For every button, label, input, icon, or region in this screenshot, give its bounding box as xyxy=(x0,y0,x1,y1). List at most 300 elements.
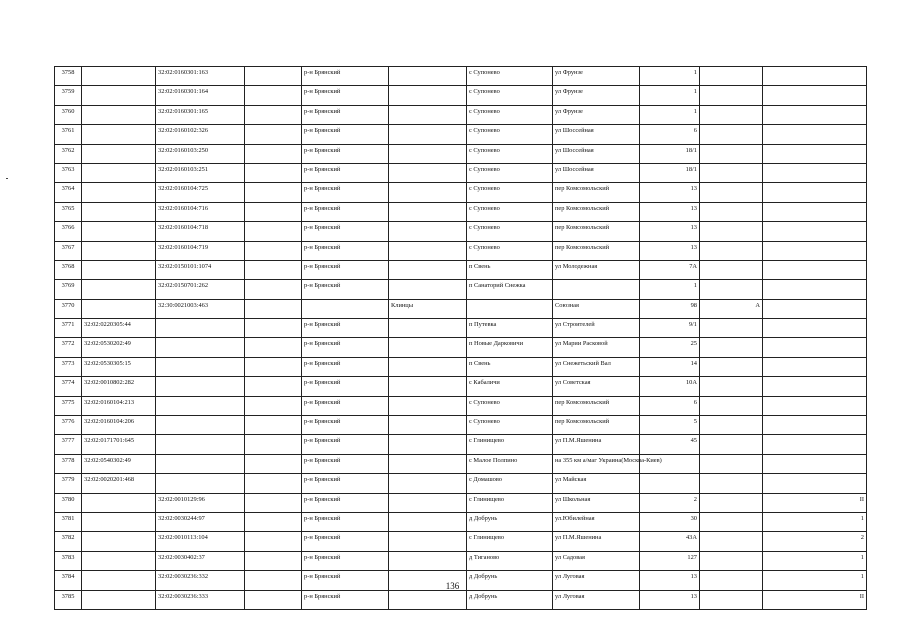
cell-house-number: 43А xyxy=(640,532,700,551)
cell-city xyxy=(389,202,467,221)
cell-settlement: с Кабаличи xyxy=(467,377,553,396)
cell-house-number: 18/1 xyxy=(640,144,700,163)
cell-street: пер Комсомольский xyxy=(553,416,640,435)
cell-letter xyxy=(700,377,763,396)
cell-cadastral-number-b xyxy=(156,357,245,376)
cell-settlement: с Супонево xyxy=(467,183,553,202)
cell-district: р-н Брянский xyxy=(302,590,389,609)
cell-blank-col xyxy=(245,319,302,338)
cell-cadastral-number-a xyxy=(82,241,156,260)
cell-blank-col xyxy=(245,435,302,454)
cell-city xyxy=(389,319,467,338)
cell-house-number: 13 xyxy=(640,571,700,590)
cell-extra xyxy=(763,144,867,163)
cell-letter xyxy=(700,551,763,570)
cell-blank-col xyxy=(245,474,302,493)
cell-district: р-н Брянский xyxy=(302,319,389,338)
table-row xyxy=(55,86,867,105)
cell-settlement: п Новые Дарковичи xyxy=(467,338,553,357)
cell-letter xyxy=(700,454,763,473)
cell-settlement: с Супонево xyxy=(467,163,553,182)
cell-city xyxy=(389,67,467,86)
cell-extra xyxy=(763,86,867,105)
cell-cadastral-number-a xyxy=(82,532,156,551)
cell-row-number: 3782 xyxy=(55,532,82,551)
table-row xyxy=(55,183,867,202)
cell-row-number: 3760 xyxy=(55,105,82,124)
cell-settlement: с Глинищево xyxy=(467,435,553,454)
cell-settlement: с Глинищево xyxy=(467,493,553,512)
cell-letter xyxy=(700,474,763,493)
cell-blank-col xyxy=(245,260,302,279)
table-row xyxy=(55,319,867,338)
cell-row-number: 3768 xyxy=(55,260,82,279)
table-row xyxy=(55,454,867,473)
cell-letter xyxy=(700,280,763,299)
cell-house-number: 13 xyxy=(640,590,700,609)
cell-extra xyxy=(763,260,867,279)
cell-cadastral-number-a xyxy=(82,86,156,105)
cell-cadastral-number-b xyxy=(156,435,245,454)
cell-cadastral-number-b: 32:02:0030402:37 xyxy=(156,551,245,570)
cell-settlement: с Малое Полпино xyxy=(467,454,553,473)
cell-city xyxy=(389,86,467,105)
cell-blank-col xyxy=(245,493,302,512)
cell-settlement: с Супонево xyxy=(467,105,553,124)
cell-extra xyxy=(763,319,867,338)
scan-speck xyxy=(6,178,8,179)
registry-table xyxy=(54,66,867,610)
cell-letter xyxy=(700,144,763,163)
cell-cadastral-number-a: 32:02:0540302:49 xyxy=(82,454,156,473)
cell-city xyxy=(389,241,467,260)
cell-extra: 1 xyxy=(763,571,867,590)
cell-house-number: 13 xyxy=(640,183,700,202)
cell-settlement: д Добрунь xyxy=(467,590,553,609)
cell-cadastral-number-a: 32:02:0530305:15 xyxy=(82,357,156,376)
table-row xyxy=(55,163,867,182)
cell-extra: 1 xyxy=(763,512,867,531)
cell-street: ул Школьная xyxy=(553,493,640,512)
cell-cadastral-number-b: 32:02:0010113:104 xyxy=(156,532,245,551)
cell-cadastral-number-a xyxy=(82,125,156,144)
cell-cadastral-number-b: 32:02:0160301:165 xyxy=(156,105,245,124)
cell-extra xyxy=(763,435,867,454)
cell-row-number: 3771 xyxy=(55,319,82,338)
cell-district: р-н Брянский xyxy=(302,260,389,279)
cell-extra xyxy=(763,222,867,241)
cell-cadastral-number-a xyxy=(82,280,156,299)
cell-extra xyxy=(763,105,867,124)
cell-cadastral-number-a xyxy=(82,299,156,318)
cell-street: пер Комсомольский xyxy=(553,202,640,221)
cell-cadastral-number-b xyxy=(156,338,245,357)
table-row xyxy=(55,202,867,221)
cell-letter xyxy=(700,590,763,609)
cell-row-number: 3776 xyxy=(55,416,82,435)
registry-table-body xyxy=(55,67,867,610)
cell-letter xyxy=(700,260,763,279)
cell-settlement: п Санаторий Снежка xyxy=(467,280,553,299)
cell-street: ул Строителей xyxy=(553,319,640,338)
cell-letter xyxy=(700,105,763,124)
cell-street: ул Молодежная xyxy=(553,260,640,279)
cell-cadastral-number-a xyxy=(82,222,156,241)
cell-house-number: 127 xyxy=(640,551,700,570)
cell-cadastral-number-b: 32:02:0160103:250 xyxy=(156,144,245,163)
cell-district: р-н Брянский xyxy=(302,377,389,396)
cell-cadastral-number-a xyxy=(82,105,156,124)
table-row xyxy=(55,474,867,493)
table-row xyxy=(55,357,867,376)
cell-house-number: 98 xyxy=(640,299,700,318)
cell-extra xyxy=(763,183,867,202)
cell-blank-col xyxy=(245,454,302,473)
cell-blank-col xyxy=(245,377,302,396)
cell-house-number: 45 xyxy=(640,435,700,454)
cell-cadastral-number-a xyxy=(82,551,156,570)
cell-cadastral-number-a xyxy=(82,183,156,202)
cell-city xyxy=(389,512,467,531)
cell-cadastral-number-b xyxy=(156,396,245,415)
cell-row-number: 3778 xyxy=(55,454,82,473)
cell-city xyxy=(389,105,467,124)
cell-district: р-н Брянский xyxy=(302,163,389,182)
cell-district: р-н Брянский xyxy=(302,86,389,105)
cell-cadastral-number-b: 32:02:0150101:1074 xyxy=(156,260,245,279)
cell-extra xyxy=(763,377,867,396)
cell-city xyxy=(389,163,467,182)
cell-blank-col xyxy=(245,416,302,435)
cell-row-number: 3766 xyxy=(55,222,82,241)
cell-house-number: 1 xyxy=(640,105,700,124)
cell-extra: 2 xyxy=(763,532,867,551)
table-row xyxy=(55,435,867,454)
cell-extra xyxy=(763,454,867,473)
cell-blank-col xyxy=(245,590,302,609)
cell-row-number: 3774 xyxy=(55,377,82,396)
cell-blank-col xyxy=(245,338,302,357)
cell-house-number: 7А xyxy=(640,260,700,279)
cell-district: р-н Брянский xyxy=(302,144,389,163)
cell-letter xyxy=(700,416,763,435)
cell-row-number: 3779 xyxy=(55,474,82,493)
cell-cadastral-number-a: 32:02:0530202:49 xyxy=(82,338,156,357)
cell-settlement: с Супонево xyxy=(467,396,553,415)
cell-house-number: 14 xyxy=(640,357,700,376)
cell-settlement: с Домашово xyxy=(467,474,553,493)
table-row xyxy=(55,396,867,415)
cell-street xyxy=(553,280,640,299)
cell-street: ул Марии Расковой xyxy=(553,338,640,357)
table-row xyxy=(55,338,867,357)
cell-city xyxy=(389,260,467,279)
cell-row-number: 3772 xyxy=(55,338,82,357)
cell-city xyxy=(389,454,467,473)
cell-street: ул Шоссейная xyxy=(553,163,640,182)
cell-blank-col xyxy=(245,357,302,376)
cell-district: р-н Брянский xyxy=(302,202,389,221)
cell-letter xyxy=(700,67,763,86)
cell-settlement: с Супонево xyxy=(467,67,553,86)
cell-row-number: 3773 xyxy=(55,357,82,376)
cell-cadastral-number-a xyxy=(82,163,156,182)
cell-street: на 355 км а/маг Украина(Москва-Киев) xyxy=(553,454,640,473)
cell-row-number: 3777 xyxy=(55,435,82,454)
cell-settlement: с Супонево xyxy=(467,222,553,241)
cell-city: Клинцы xyxy=(389,299,467,318)
cell-extra xyxy=(763,299,867,318)
cell-blank-col xyxy=(245,105,302,124)
cell-cadastral-number-b: 32:02:0030244:97 xyxy=(156,512,245,531)
cell-city xyxy=(389,396,467,415)
cell-district: р-н Брянский xyxy=(302,571,389,590)
cell-cadastral-number-b: 32:02:0160103:251 xyxy=(156,163,245,182)
cell-cadastral-number-b: 32:02:0160104:716 xyxy=(156,202,245,221)
cell-house-number: 6 xyxy=(640,125,700,144)
cell-blank-col xyxy=(245,202,302,221)
cell-street: ул Луговая xyxy=(553,571,640,590)
cell-extra xyxy=(763,241,867,260)
cell-district: р-н Брянский xyxy=(302,512,389,531)
table-row xyxy=(55,280,867,299)
cell-street: пер Комсомольский xyxy=(553,396,640,415)
cell-cadastral-number-b: 32:02:0030236:332 xyxy=(156,571,245,590)
cell-street: пер Комсомольский xyxy=(553,241,640,260)
cell-cadastral-number-a xyxy=(82,590,156,609)
cell-street: ул Советская xyxy=(553,377,640,396)
cell-cadastral-number-b: 32:02:0160102:326 xyxy=(156,125,245,144)
cell-street: ул Фрунзе xyxy=(553,67,640,86)
cell-row-number: 3762 xyxy=(55,144,82,163)
cell-row-number: 3770 xyxy=(55,299,82,318)
cell-cadastral-number-b: 32:02:0160301:163 xyxy=(156,67,245,86)
cell-row-number: 3775 xyxy=(55,396,82,415)
cell-row-number: 3758 xyxy=(55,67,82,86)
cell-house-number: 6 xyxy=(640,396,700,415)
cell-settlement: с Глинищево xyxy=(467,532,553,551)
cell-letter xyxy=(700,357,763,376)
cell-cadastral-number-a: 32:02:0220305:44 xyxy=(82,319,156,338)
cell-street: ул П.М.Яшенина xyxy=(553,532,640,551)
cell-letter xyxy=(700,202,763,221)
table-row xyxy=(55,532,867,551)
cell-blank-col xyxy=(245,183,302,202)
cell-street: ул П.М.Яшенина xyxy=(553,435,640,454)
cell-blank-col xyxy=(245,512,302,531)
cell-cadastral-number-b xyxy=(156,319,245,338)
cell-blank-col xyxy=(245,551,302,570)
cell-row-number: 3763 xyxy=(55,163,82,182)
cell-city xyxy=(389,357,467,376)
cell-district: р-н Брянский xyxy=(302,125,389,144)
cell-house-number: 9/1 xyxy=(640,319,700,338)
cell-letter xyxy=(700,163,763,182)
table-row xyxy=(55,260,867,279)
table-row xyxy=(55,125,867,144)
cell-street: пер Комсомольский xyxy=(553,183,640,202)
cell-cadastral-number-a xyxy=(82,202,156,221)
cell-city xyxy=(389,338,467,357)
cell-blank-col xyxy=(245,241,302,260)
cell-letter: А xyxy=(700,299,763,318)
cell-street: ул Снежетьский Вал xyxy=(553,357,640,376)
cell-settlement: с Супонево xyxy=(467,144,553,163)
cell-house-number: 5 xyxy=(640,416,700,435)
cell-letter xyxy=(700,396,763,415)
cell-settlement: с Супонево xyxy=(467,241,553,260)
cell-street: ул Шоссейная xyxy=(553,144,640,163)
cell-cadastral-number-a: 32:02:0160104:213 xyxy=(82,396,156,415)
cell-district: р-н Брянский xyxy=(302,532,389,551)
cell-cadastral-number-b xyxy=(156,377,245,396)
cell-district: р-н Брянский xyxy=(302,338,389,357)
table-row xyxy=(55,590,867,609)
cell-cadastral-number-a xyxy=(82,67,156,86)
cell-district: р-н Брянский xyxy=(302,183,389,202)
cell-extra xyxy=(763,163,867,182)
cell-house-number: 10А xyxy=(640,377,700,396)
cell-cadastral-number-a xyxy=(82,144,156,163)
cell-city xyxy=(389,280,467,299)
cell-district xyxy=(302,299,389,318)
cell-district: р-н Брянский xyxy=(302,280,389,299)
table-row xyxy=(55,299,867,318)
cell-street: ул Садовая xyxy=(553,551,640,570)
cell-letter xyxy=(700,493,763,512)
cell-house-number: 1 xyxy=(640,86,700,105)
cell-city xyxy=(389,416,467,435)
cell-settlement: п Свень xyxy=(467,357,553,376)
cell-city xyxy=(389,144,467,163)
cell-city xyxy=(389,493,467,512)
cell-row-number: 3784 xyxy=(55,571,82,590)
cell-letter xyxy=(700,86,763,105)
cell-settlement: с Супонево xyxy=(467,125,553,144)
cell-city xyxy=(389,377,467,396)
cell-extra xyxy=(763,474,867,493)
cell-street: ул.Юбилейная xyxy=(553,512,640,531)
cell-letter xyxy=(700,241,763,260)
cell-blank-col xyxy=(245,125,302,144)
cell-district: р-н Брянский xyxy=(302,357,389,376)
cell-cadastral-number-b: 32:02:0030236:333 xyxy=(156,590,245,609)
table-row xyxy=(55,67,867,86)
table-row xyxy=(55,551,867,570)
cell-row-number: 3761 xyxy=(55,125,82,144)
table-row xyxy=(55,493,867,512)
cell-cadastral-number-b: 32:02:0150701:262 xyxy=(156,280,245,299)
cell-house-number: 18/1 xyxy=(640,163,700,182)
cell-house-number: 2 xyxy=(640,493,700,512)
cell-extra xyxy=(763,280,867,299)
cell-extra: 1 xyxy=(763,551,867,570)
cell-extra xyxy=(763,357,867,376)
table-row xyxy=(55,241,867,260)
cell-house-number: 1 xyxy=(640,280,700,299)
cell-cadastral-number-a xyxy=(82,512,156,531)
cell-house-number xyxy=(640,474,700,493)
cell-row-number: 3765 xyxy=(55,202,82,221)
cell-cadastral-number-b xyxy=(156,416,245,435)
table-row xyxy=(55,222,867,241)
cell-settlement: д Добрунь xyxy=(467,512,553,531)
cell-cadastral-number-a: 32:02:0020201:468 xyxy=(82,474,156,493)
cell-city xyxy=(389,590,467,609)
cell-district: р-н Брянский xyxy=(302,105,389,124)
cell-blank-col xyxy=(245,532,302,551)
cell-cadastral-number-a: 32:02:0160104:206 xyxy=(82,416,156,435)
cell-extra: II xyxy=(763,493,867,512)
cell-blank-col xyxy=(245,222,302,241)
cell-street: пер Комсомольский xyxy=(553,222,640,241)
cell-district: р-н Брянский xyxy=(302,435,389,454)
cell-extra: II xyxy=(763,590,867,609)
table-row xyxy=(55,416,867,435)
cell-letter xyxy=(700,183,763,202)
cell-blank-col xyxy=(245,299,302,318)
cell-letter xyxy=(700,512,763,531)
cell-row-number: 3769 xyxy=(55,280,82,299)
cell-extra xyxy=(763,338,867,357)
cell-street: ул Фрунзе xyxy=(553,86,640,105)
cell-cadastral-number-b: 32:02:0160104:725 xyxy=(156,183,245,202)
cell-district: р-н Брянский xyxy=(302,454,389,473)
cell-cadastral-number-b xyxy=(156,454,245,473)
cell-cadastral-number-b xyxy=(156,474,245,493)
cell-extra xyxy=(763,396,867,415)
cell-house-number: 13 xyxy=(640,222,700,241)
cell-district: р-н Брянский xyxy=(302,551,389,570)
cell-cadastral-number-a: 32:02:0010802:282 xyxy=(82,377,156,396)
cell-row-number: 3781 xyxy=(55,512,82,531)
table-row xyxy=(55,144,867,163)
cell-row-number: 3785 xyxy=(55,590,82,609)
cell-settlement: с Супонево xyxy=(467,202,553,221)
cell-street: ул Луговая xyxy=(553,590,640,609)
cell-blank-col xyxy=(245,144,302,163)
cell-district: р-н Брянский xyxy=(302,493,389,512)
page-number: 136 xyxy=(445,581,460,591)
cell-blank-col xyxy=(245,396,302,415)
cell-settlement: п Путевка xyxy=(467,319,553,338)
cell-cadastral-number-b: 32:02:0160104:719 xyxy=(156,241,245,260)
cell-extra xyxy=(763,67,867,86)
cell-row-number: 3759 xyxy=(55,86,82,105)
cell-blank-col xyxy=(245,86,302,105)
cell-extra xyxy=(763,125,867,144)
cell-house-number: 13 xyxy=(640,202,700,221)
cell-letter xyxy=(700,222,763,241)
cell-street: Союзная xyxy=(553,299,640,318)
cell-row-number: 3780 xyxy=(55,493,82,512)
cell-cadastral-number-b: 32:30:0021003:463 xyxy=(156,299,245,318)
cell-city xyxy=(389,474,467,493)
cell-house-number: 30 xyxy=(640,512,700,531)
cell-street: ул Фрунзе xyxy=(553,105,640,124)
cell-settlement: д Тиганово xyxy=(467,551,553,570)
table-row xyxy=(55,512,867,531)
cell-settlement xyxy=(467,299,553,318)
cell-row-number: 3764 xyxy=(55,183,82,202)
cell-extra xyxy=(763,416,867,435)
cell-street: ул Майская xyxy=(553,474,640,493)
cell-extra xyxy=(763,202,867,221)
cell-district: р-н Брянский xyxy=(302,67,389,86)
cell-street: ул Шоссейная xyxy=(553,125,640,144)
cell-letter xyxy=(700,532,763,551)
cell-letter xyxy=(700,338,763,357)
